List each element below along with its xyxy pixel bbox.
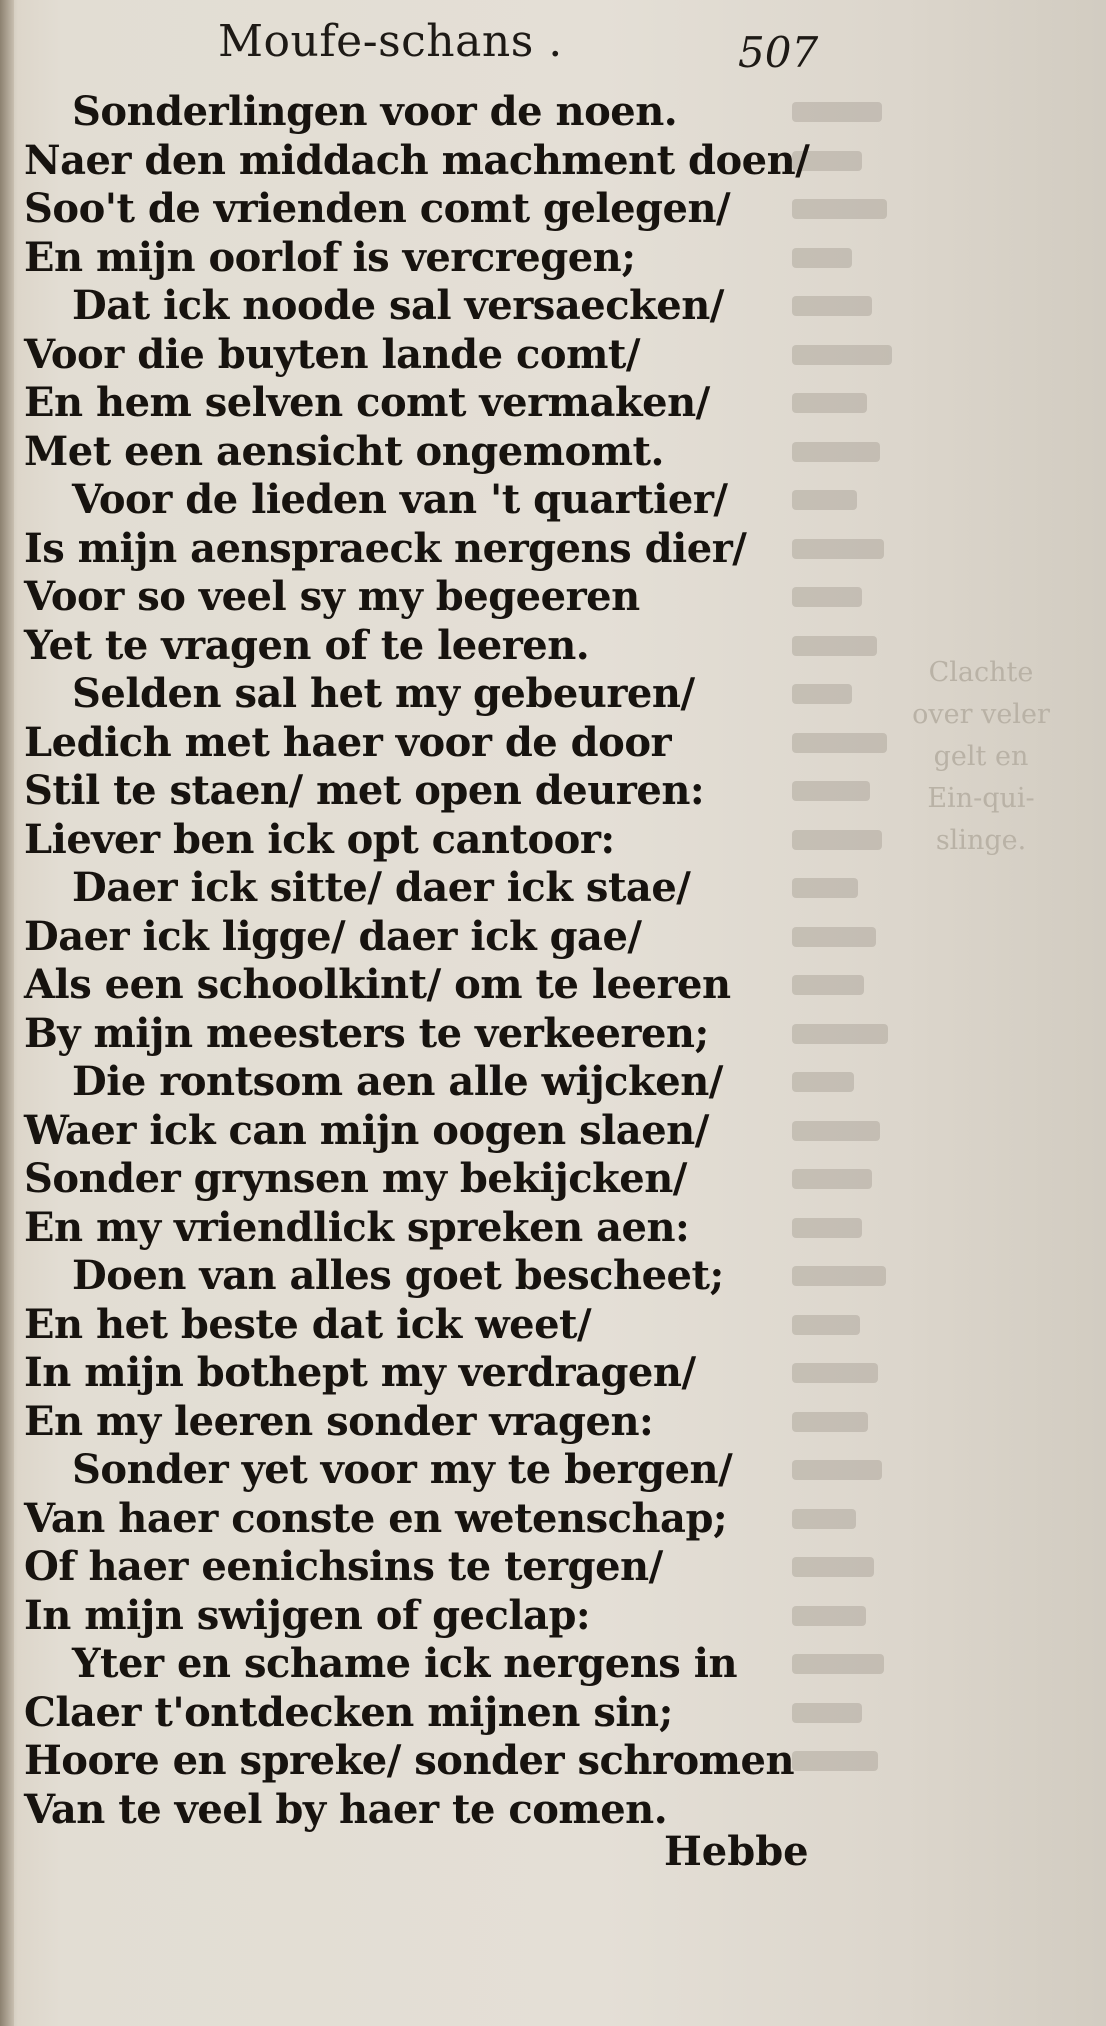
catchword: Hebbe bbox=[664, 1828, 809, 1875]
poem-body bbox=[24, 88, 824, 1834]
marginal-note bbox=[886, 652, 1076, 862]
poem-line: En my leeren sonder vragen: bbox=[24, 1397, 654, 1445]
poem-line: In mijn swijgen of geclap: bbox=[24, 1591, 591, 1639]
poem-line: Van te veel by haer te comen. bbox=[24, 1785, 668, 1833]
poem-line: Is mijn aenspraeck nergens dier/ bbox=[24, 524, 747, 572]
poem-line: Daer ick sitte/ daer ick stae/ bbox=[72, 864, 691, 911]
poem-line: Sonder grynsen my bekijcken/ bbox=[24, 1155, 687, 1202]
poem-line: Als een schoolkint/ om te leeren bbox=[24, 961, 731, 1008]
poem-line: Voor de lieden van 't quartier/ bbox=[72, 476, 728, 523]
marginal-note-line: Ein-qui- bbox=[927, 783, 1035, 814]
running-title: Moufe-schans . bbox=[218, 16, 563, 67]
poem-line: En hem selven comt vermaken/ bbox=[24, 379, 710, 426]
marginal-note-line: slinge. bbox=[935, 825, 1027, 856]
poem-line: En het beste dat ick weet/ bbox=[24, 1300, 592, 1348]
poem-line: Sonderlingen voor de noen. bbox=[72, 88, 678, 135]
marginal-note-line: gelt en bbox=[933, 741, 1029, 772]
poem-line: Yet te vragen of te leeren. bbox=[24, 621, 590, 669]
poem-line: In mijn bothept my verdragen/ bbox=[24, 1349, 696, 1396]
poem-line: Selden sal het my gebeuren/ bbox=[72, 670, 695, 717]
poem-line: By mijn meesters te verkeeren; bbox=[24, 1009, 709, 1057]
poem-line: Sonder yet voor my te bergen/ bbox=[72, 1446, 733, 1493]
poem-line: Hoore en spreke/ sonder schromen bbox=[24, 1737, 795, 1784]
poem-line: Met een aensicht ongemomt. bbox=[24, 427, 664, 475]
poem-line: Naer den middach machment doen/ bbox=[24, 136, 810, 184]
poem-line: Yter en schame ick nergens in bbox=[72, 1640, 738, 1687]
poem-line: Stil te staen/ met open deuren: bbox=[24, 767, 705, 814]
poem-line: Daer ick ligge/ daer ick gae/ bbox=[24, 912, 642, 960]
marginal-note-line: Clachte bbox=[928, 657, 1034, 688]
poem-line: Voor die buyten lande comt/ bbox=[24, 330, 640, 378]
poem-line: Ledich met haer voor de door bbox=[24, 718, 672, 766]
poem-line: Waer ick can mijn oogen slaen/ bbox=[24, 1106, 709, 1154]
page-number: 507 bbox=[738, 28, 819, 77]
poem-line: Van haer conste en wetenschap; bbox=[24, 1494, 728, 1542]
poem-line: Soo't de vrienden comt gelegen/ bbox=[24, 185, 731, 232]
marginal-note-line: over veler bbox=[912, 699, 1050, 730]
poem-line: En mijn oorlof is vercregen; bbox=[24, 233, 636, 281]
poem-line: Claer t'ontdecken mijnen sin; bbox=[24, 1688, 673, 1736]
poem-line: Of haer eenichsins te tergen/ bbox=[24, 1543, 663, 1590]
page-gutter bbox=[0, 0, 14, 2026]
poem-line: Doen van alles goet bescheet; bbox=[72, 1252, 724, 1299]
poem-line: Voor so veel sy my begeeren bbox=[24, 573, 640, 620]
poem-line: En my vriendlick spreken aen: bbox=[24, 1203, 690, 1251]
poem-line: Dat ick noode sal versaecken/ bbox=[72, 282, 724, 329]
poem-line: Die rontsom aen alle wijcken/ bbox=[72, 1058, 723, 1105]
poem-line: Liever ben ick opt cantoor: bbox=[24, 815, 615, 863]
